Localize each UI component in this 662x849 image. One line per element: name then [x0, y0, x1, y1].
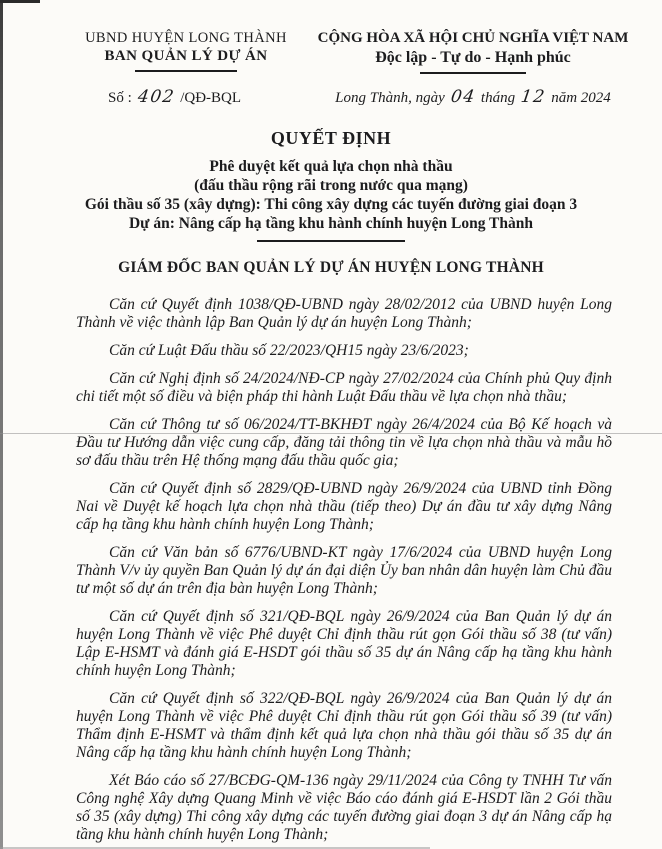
title-subtitle-2: (đấu thầu rộng rãi trong nước qua mạng): [194, 177, 468, 194]
basis-paragraph: Căn cứ Quyết định 1038/QĐ-UBND ngày 28/02/2012 của UBND huyện Long Thành về việc thành lập Ban Quản lý dự án huyện Long Thành;: [76, 296, 612, 331]
motto-underline: [420, 72, 526, 74]
basis-paragraph: Căn cứ Quyết định số 2829/QĐ-UBND ngày 26/9/2024 của UBND tỉnh Đồng Nai về Duyệt kế hoạch lựa chọn nhà thầu (tiếp theo) Dự án đầu tư xây dựng Nâng cấp hạ tầng khu hành chính huyện Long Thành;: [76, 480, 612, 533]
title-block: [0, 128, 662, 242]
scan-top-edge-artifact: [0, 0, 40, 3]
document-header: [0, 0, 662, 107]
document-number-suffix: /QĐ-BQL: [180, 90, 242, 106]
national-motto: Độc lập - Tự do - Hạnh phúc: [375, 49, 571, 66]
document-number-label: Số :: [108, 90, 132, 106]
place-date-suffix: năm 2024: [551, 90, 611, 106]
title-subtitle-3: Gói thầu số 35 (xây dựng): Thi công xây dựng các tuyến đường giai đoạn 3: [84, 196, 578, 213]
basis-paragraph: Căn cứ Quyết định số 322/QĐ-BQL ngày 26/9/2024 của Ban Quản lý dự án huyện Long Thành về việc Phê duyệt Chỉ định thầu rút gọn Gói thầu số 39 (tư vấn) Thẩm định E-HSMT và thẩm định kết quả lựa chọn nhà thầu gói thầu số 35 dự án Nâng cấp hạ tầng khu hành chính huyện Long Thành;: [76, 690, 612, 761]
issuing-org-parent: UBND HUYỆN LONG THÀNH: [85, 30, 287, 46]
document-body: [0, 296, 662, 844]
title-subtitle-4: Dự án: Nâng cấp hạ tầng khu hành chính huyện Long Thành: [128, 215, 533, 232]
issuing-org-name: BAN QUẢN LÝ DỰ ÁN: [104, 48, 268, 64]
issuing-authority-heading: GIÁM ĐỐC BAN QUẢN LÝ DỰ ÁN HUYỆN LONG THÀNH: [118, 259, 544, 276]
place-date-mid: tháng: [480, 90, 516, 106]
document-title: QUYẾT ĐỊNH: [270, 128, 392, 148]
document-number-handwritten: 402: [136, 87, 176, 107]
scan-left-edge-artifact: [0, 0, 3, 849]
org-underline: [135, 70, 237, 72]
issuing-org-block: [62, 30, 310, 107]
basis-paragraph: Căn cứ Thông tư số 06/2024/TT-BKHĐT ngày 26/4/2024 của Bộ Kế hoạch và Đầu tư Hướng dẫn việc cung cấp, đăng tải thông tin về lựa chọn nhà thầu và mẫu hồ sơ đấu thầu trên Hệ thống mạng đấu thầu quốc gia;: [76, 416, 612, 469]
place-date-line: [310, 87, 636, 107]
title-underline: [257, 240, 405, 242]
basis-paragraph: Căn cứ Nghị định số 24/2024/NĐ-CP ngày 27/02/2024 của Chính phủ Quy định chi tiết một số điều và biện pháp thi hành Luật Đấu thầu về lựa chọn nhà thầu;: [76, 370, 612, 405]
day-handwritten: 04: [449, 87, 477, 107]
scan-fold-line-artifact: [0, 433, 662, 434]
basis-paragraph: Căn cứ Quyết định số 321/QĐ-BQL ngày 26/9/2024 của Ban Quản lý dự án huyện Long Thành về việc Phê duyệt Chỉ định thầu rút gọn Gói thầu số 38 (tư vấn) Lập E-HSMT và đánh giá E-HSDT gói thầu số 35 dự án Nâng cấp hạ tầng khu hành chính huyện Long Thành;: [76, 608, 612, 679]
title-subtitle-1: Phê duyệt kết quả lựa chọn nhà thầu: [209, 158, 453, 175]
document-number-line: [62, 87, 310, 107]
place-date-prefix: Long Thành, ngày: [335, 90, 445, 106]
basis-paragraph: Căn cứ Văn bản số 6776/UBND-KT ngày 17/6/2024 của UBND huyện Long Thành V/v ủy quyền Ban Quản lý dự án đại diện Ủy ban nhân dân huyện làm Chủ đầu tư một số dự án trên địa bàn huyện Long Thành;: [76, 544, 612, 597]
basis-paragraph: Xét Báo cáo số 27/BCĐG-QM-136 ngày 29/11/2024 của Công ty TNHH Tư vấn Công nghệ Xây dựng Quang Minh về việc Báo cáo đánh giá E-HSDT lần 2 Gói thầu số 35 (xây dựng) Thi công xây dựng các tuyến đường giai đoạn 3 dự án Nâng cấp hạ tầng khu hành chính huyện Long Thành;: [76, 772, 612, 843]
basis-paragraph: Căn cứ Luật Đấu thầu số 22/2023/QH15 ngày 23/6/2023;: [109, 342, 469, 359]
national-title: CỘNG HÒA XÃ HỘI CHỦ NGHĨA VIỆT NAM: [317, 30, 629, 46]
national-header-block: [310, 30, 636, 107]
month-handwritten: 12: [519, 87, 547, 107]
